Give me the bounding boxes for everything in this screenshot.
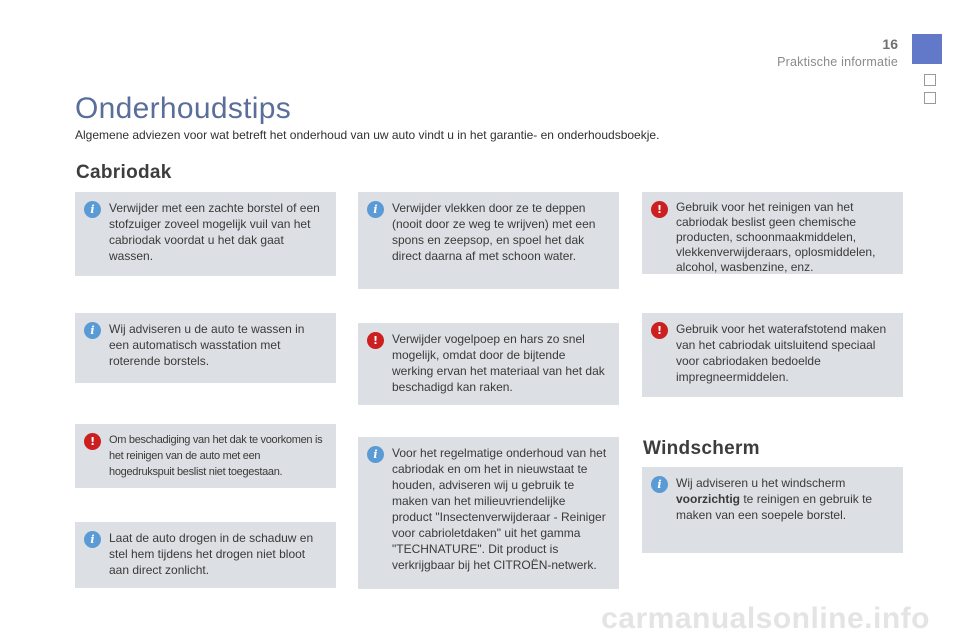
warning-card bbox=[642, 313, 903, 397]
note-text bbox=[676, 475, 891, 523]
note-text-part: Wij adviseren u het windscherm bbox=[676, 476, 846, 490]
warning-icon: ! bbox=[84, 433, 101, 450]
windscherm-heading: Windscherm bbox=[643, 438, 760, 459]
warning-icon: ! bbox=[651, 201, 668, 218]
note-card bbox=[358, 192, 619, 289]
emphasis-text: voorzichtig bbox=[676, 492, 741, 506]
section-title: Praktische informatie bbox=[777, 55, 898, 69]
info-icon: i bbox=[367, 446, 384, 463]
note-text: Verwijder vlekken door ze te deppen (nooit door ze weg te wrijven) met een spons en zeepsop, en spoel het dak direct daarna af met schoon water. bbox=[392, 201, 596, 263]
warning-text: Verwijder vogelpoep en hars zo snel mogelijk, omdat door de bijtende werking ervan het materiaal van het dak beschadigd kan raken. bbox=[392, 332, 605, 394]
warning-card bbox=[75, 424, 336, 488]
watermark: carmanualsonline.info bbox=[601, 602, 930, 635]
page-marker-box bbox=[924, 92, 936, 104]
note-card bbox=[75, 313, 336, 383]
note-text: Laat de auto drogen in de schaduw en stel hem tijdens het drogen niet bloot aan direct zonlicht. bbox=[109, 531, 314, 577]
info-icon: i bbox=[84, 201, 101, 218]
warning-icon: ! bbox=[651, 322, 668, 339]
note-card bbox=[75, 522, 336, 588]
warning-text: Om beschadiging van het dak te voorkomen is het reinigen van de auto met een hogedrukspuit beslist niet toegestaan. bbox=[109, 434, 323, 478]
info-icon: i bbox=[367, 201, 384, 218]
note-text-part: te reinigen en gebruik te maken van een soepele borstel. bbox=[676, 492, 873, 522]
intro-text: Algemene adviezen voor wat betreft het onderhoud van uw auto vindt u in het garantie- en onderhoudsboekje. bbox=[75, 128, 660, 142]
note-card bbox=[75, 192, 336, 276]
warning-text: Gebruik voor het waterafstotend maken van het cabriodak uitsluitend speciaal voor cabriodaken bedoelde impregneermiddelen. bbox=[676, 322, 887, 384]
info-icon: i bbox=[84, 322, 101, 339]
page-number: 16 bbox=[882, 36, 898, 52]
section-tab-marker bbox=[912, 34, 942, 64]
warning-text: Gebruik voor het reinigen van het cabriodak beslist geen chemische producten, schoonmaakmiddelen, vlekkenverwijderaars, oplosmiddelen, alcohol, wasbenzine, enz. bbox=[676, 200, 876, 274]
info-icon: i bbox=[84, 531, 101, 548]
page-marker-box bbox=[924, 74, 936, 86]
note-text: Voor het regelmatige onderhoud van het cabriodak en om het in nieuwstaat te houden, adviseren wij u gebruik te maken van het milieuvriendelijke product "Insectenverwijderaar - Reiniger voor cabrioletdaken" uit het gamma "TECHNATURE". Dit product is verkrijgbaar bij het CITROËN-netwerk. bbox=[392, 446, 607, 572]
warning-card bbox=[642, 192, 903, 274]
info-icon: i bbox=[651, 476, 668, 493]
cabriodak-heading: Cabriodak bbox=[76, 162, 172, 183]
note-card bbox=[642, 467, 903, 553]
warning-icon: ! bbox=[367, 332, 384, 349]
warning-card bbox=[358, 323, 619, 405]
note-card bbox=[358, 437, 619, 589]
note-text: Verwijder met een zachte borstel of een stofzuiger zoveel mogelijk vuil van het cabriodak voordat u het dak gaat wassen. bbox=[109, 201, 320, 263]
page-title: Onderhoudstips bbox=[75, 92, 292, 125]
note-text: Wij adviseren u de auto te wassen in een automatisch wasstation met roterende borstels. bbox=[109, 322, 305, 368]
